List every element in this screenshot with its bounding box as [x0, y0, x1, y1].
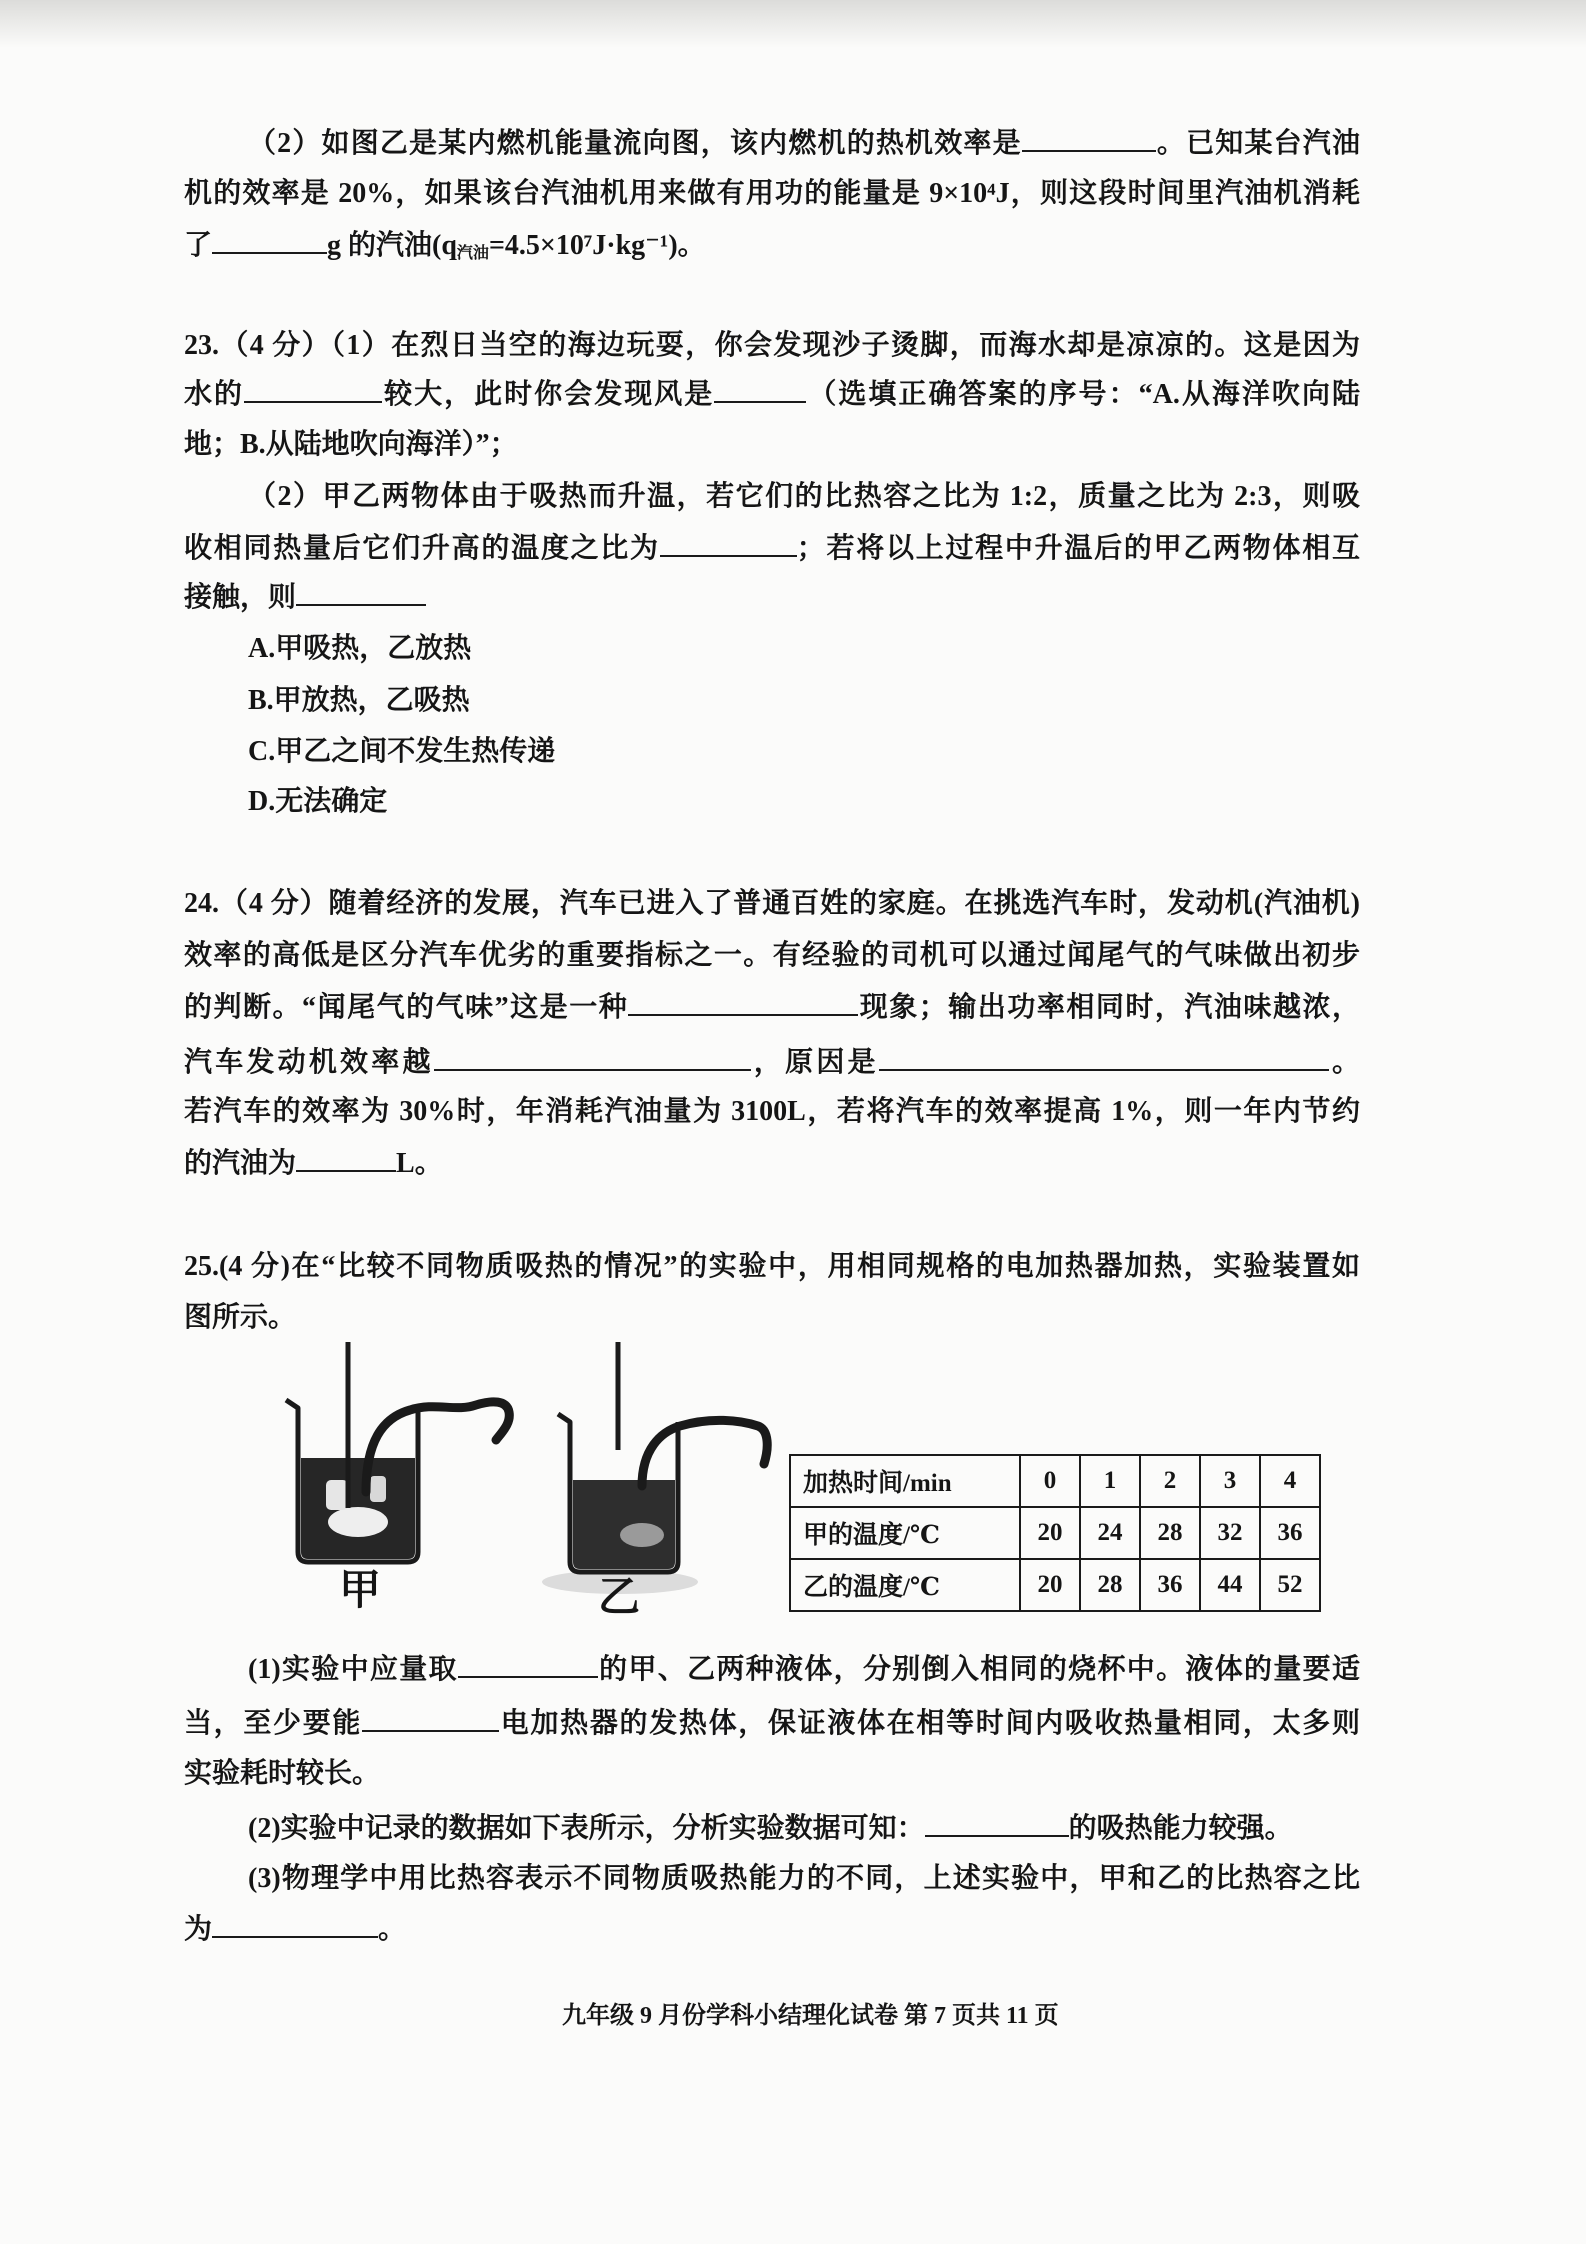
answer-blank — [296, 576, 426, 606]
figure-label-jia: 甲 — [338, 1568, 381, 1614]
question-text: 为 — [184, 1914, 213, 1945]
question-text: 收相同热量后它们升高的温度之比为 — [184, 533, 660, 564]
answer-blank — [362, 1702, 499, 1732]
question-text: 的吸热能力较强。 — [1068, 1813, 1293, 1844]
q25-part2-line — [248, 1804, 1360, 1854]
question-text: 效率的高低是区分汽车优劣的重要指标之一。有经验的司机可以通过闻尾气的气味做出初步 — [184, 940, 1360, 971]
heater-jia-body — [328, 1507, 388, 1537]
question-text: 图所示。 — [184, 1302, 297, 1333]
q22-part2-line-1 — [248, 119, 1360, 169]
q22-part2-line-3 — [184, 221, 1360, 271]
table-row — [790, 1507, 1320, 1559]
table-header-cell: 4 — [1260, 1455, 1320, 1507]
q23-line-4 — [248, 472, 1360, 522]
q23-option-d — [248, 777, 1360, 827]
table-row-label: 乙的温度/℃ — [790, 1559, 1020, 1611]
q23-line-5 — [184, 524, 1360, 574]
question-text: 的汽油为 — [184, 1148, 297, 1179]
question-text: (1)实验中应量取 — [248, 1654, 458, 1685]
question-text: 。 — [1328, 1047, 1360, 1078]
question-text: ；若将以上过程中升温后的甲乙两物体相互 — [796, 533, 1360, 564]
answer-blank — [1022, 122, 1156, 152]
q24-line-4 — [184, 1038, 1360, 1088]
option-text: D.无法确定 — [248, 786, 388, 817]
answer-blank — [244, 373, 382, 403]
q23-line-2 — [184, 370, 1360, 420]
table-cell: 28 — [1080, 1559, 1140, 1611]
question-text: 。已知某台汽油 — [1155, 128, 1360, 159]
q25-line-1 — [184, 1242, 1360, 1292]
table-cell: 36 — [1260, 1507, 1320, 1559]
question-text: （选填正确答案的序号：“A.从海洋吹向陆 — [806, 379, 1360, 410]
answer-blank — [879, 1041, 1329, 1071]
answer-blank — [212, 1908, 378, 1938]
question-text: 电加热器的发热体，保证液体在相等时间内吸收热量相同，太多则 — [499, 1708, 1360, 1739]
question-text: 汽车发动机效率越 — [184, 1047, 434, 1078]
beaker-yi-liquid — [573, 1480, 675, 1569]
question-text: 当，至少要能 — [184, 1708, 363, 1739]
answer-blank — [434, 1041, 751, 1071]
q25-part1-line-2 — [184, 1699, 1360, 1749]
q24-line-5 — [184, 1087, 1360, 1137]
q24-line-1 — [184, 879, 1360, 929]
question-text: 地；B.从陆地吹向海洋）”； — [184, 429, 518, 460]
question-text: 实验耗时较长。 — [184, 1758, 381, 1789]
q25-part1-line-1 — [248, 1645, 1360, 1695]
table-cell: 20 — [1020, 1559, 1080, 1611]
table-cell: 36 — [1140, 1559, 1200, 1611]
question-text: L。 — [396, 1148, 443, 1179]
question-text: (3)物理学中用比热容表示不同物质吸热能力的不同，上述实验中，甲和乙的比热容之比 — [248, 1863, 1360, 1894]
table-cell: 52 — [1260, 1559, 1320, 1611]
question-text: =4.5×10⁷J·kg⁻¹)。 — [488, 230, 706, 261]
q23-line-1 — [184, 321, 1360, 371]
q24-line-3 — [184, 983, 1360, 1033]
table-cell: 44 — [1200, 1559, 1260, 1611]
heater-cable-yi — [642, 1420, 767, 1486]
beaker-yi-group — [542, 1342, 767, 1594]
q24-line-6 — [184, 1139, 1360, 1189]
question-text: 23.（4 分）（1）在烈日当空的海边玩耍，你会发现沙子烫脚，而海水却是凉凉的。这是因为 — [184, 330, 1360, 361]
table-cell: 20 — [1020, 1507, 1080, 1559]
q23-option-c — [248, 727, 1360, 777]
experiment-apparatus-figure — [270, 1330, 790, 1600]
table-row-label: 甲的温度/℃ — [790, 1507, 1020, 1559]
table-header-cell: 加热时间/min — [790, 1455, 1020, 1507]
answer-blank — [628, 986, 858, 1016]
q23-option-a — [248, 624, 1360, 674]
question-text: 机的效率是 20%，如果该台汽油机用来做有用功的能量是 9×10⁴J，则这段时间里汽油机消耗 — [184, 178, 1360, 209]
question-text: （2）如图乙是某内燃机能量流向图，该内燃机的热机效率是 — [248, 128, 1022, 159]
question-text: 。 — [378, 1914, 407, 1945]
q22-part2-line-2 — [184, 169, 1360, 219]
table-cell: 28 — [1140, 1507, 1200, 1559]
question-text: 现象；输出功率相同时，汽油味越浓， — [858, 992, 1360, 1023]
question-text: 接触，则 — [184, 582, 297, 613]
table-header-cell: 2 — [1140, 1455, 1200, 1507]
scan-edge-shading — [0, 0, 1586, 48]
question-text: (2)实验中记录的数据如下表所示，分析实验数据可知： — [248, 1813, 925, 1844]
answer-blank — [212, 224, 327, 254]
table-header-row — [790, 1455, 1320, 1507]
answer-blank — [458, 1648, 598, 1678]
page-footer: 九年级 9 月份学科小结理化试卷 第 7 页共 11 页 — [562, 2003, 1059, 2029]
subscript-text: 汽油 — [456, 245, 489, 262]
option-text: A.甲吸热，乙放热 — [248, 633, 472, 664]
table-cell: 32 — [1200, 1507, 1260, 1559]
answer-blank — [714, 373, 806, 403]
question-text: 的判断。“闻尾气的气味”这是一种 — [184, 992, 629, 1023]
q24-line-2 — [184, 931, 1360, 981]
q25-part3-line-2 — [184, 1905, 1360, 1955]
question-text: ，原因是 — [750, 1047, 879, 1078]
temperature-data-table — [789, 1454, 1321, 1612]
question-text: 水的 — [184, 379, 245, 410]
q25-part1-line-3 — [184, 1749, 1360, 1799]
answer-blank — [660, 527, 797, 557]
question-text: 较大，此时你会发现风是 — [382, 379, 715, 410]
answer-blank — [925, 1807, 1069, 1837]
heater-yi-body — [620, 1523, 664, 1547]
option-text: C.甲乙之间不发生热传递 — [248, 736, 556, 767]
answer-blank — [296, 1142, 396, 1172]
question-text: 若汽车的效率为 30%时，年消耗汽油量为 3100L，若将汽车的效率提高 1%，则一年内节约 — [184, 1096, 1360, 1127]
table-cell: 24 — [1080, 1507, 1140, 1559]
question-text: （2）甲乙两物体由于吸热而升温，若它们的比热容之比为 1:2，质量之比为 2:3，则吸 — [248, 481, 1360, 512]
heater-jia-element — [326, 1480, 348, 1510]
beaker-jia-group — [286, 1342, 509, 1562]
question-text: 的甲、乙两种液体，分别倒入相同的烧杯中。液体的量要适 — [597, 1654, 1360, 1685]
q23-line-3 — [184, 420, 1360, 470]
question-text: g 的汽油(q — [327, 230, 457, 261]
question-text: 了 — [184, 230, 213, 261]
q23-option-b — [248, 676, 1360, 726]
heater-jia-element — [370, 1476, 386, 1502]
table-header-cell: 1 — [1080, 1455, 1140, 1507]
table-header-cell: 0 — [1020, 1455, 1080, 1507]
figure-label-yi: 乙 — [597, 1575, 640, 1621]
q23-line-6 — [184, 573, 1360, 623]
q25-part3-line-1 — [248, 1854, 1360, 1904]
question-text: 24.（4 分）随着经济的发展，汽车已进入了普通百姓的家庭。在挑选汽车时，发动机(汽油机) — [184, 888, 1360, 919]
table-header-cell: 3 — [1200, 1455, 1260, 1507]
table-row — [790, 1559, 1320, 1611]
option-text: B.甲放热，乙吸热 — [248, 685, 470, 716]
question-text: 25.(4 分)在“比较不同物质吸热的情况”的实验中，用相同规格的电加热器加热，实验装置如 — [184, 1251, 1360, 1282]
